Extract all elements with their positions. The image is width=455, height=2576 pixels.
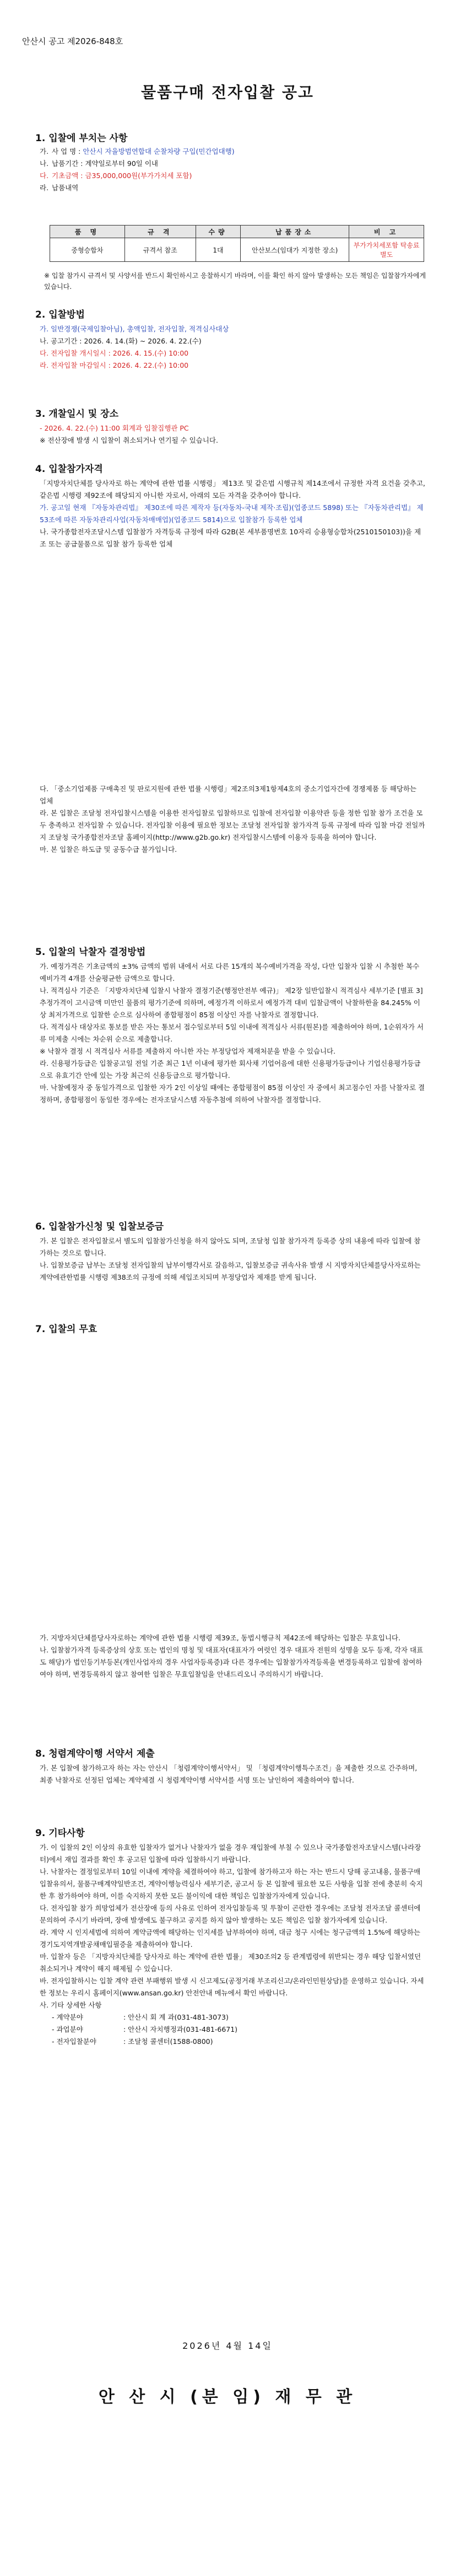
table-cell: 1대: [196, 238, 240, 262]
section-6-heading: 6. 입찰참가신청 및 입찰보증금: [35, 1221, 164, 1232]
col-header: 납품장소: [241, 226, 349, 238]
section-2-heading: 2. 입찰방법: [35, 309, 85, 320]
opening-note: ※ 전산장애 발생 시 입찰이 취소되거나 연기될 수 있습니다.: [40, 436, 218, 444]
s9-item-e: 마. 입찰자 등은 「지방자치단체를 당사자로 하는 계약에 관한 법률」 제30조의2 등 관계법령에 위반되는 경우 해당 입찰서였던 취소되거나 계약이 해지 해제될 수 있습니다.: [40, 1952, 421, 1973]
s9-item-a: 가. 이 입찰의 2인 이상의 유효한 입찰자가 없거나 낙찰자가 없을 경우 재입찰에 부칠 수 있으나 국가종합전자조달시스템(나라장터)에서 재입 결과를 확인 후 공고된 입찰에 따라 입찰하시기 바랍니다.: [40, 1843, 421, 1864]
s1-item-d: 라. 납품내역: [40, 184, 79, 192]
s4-item-b: 나. 국가종합전자조달시스템 입찰참가 자격등록 규정에 따라 G2B(본 세부품명번호 10자리 승용형승합차(2510150103))을 제조 또는 공급물품으로 입찰 참가 등록한 업체: [40, 528, 421, 548]
section-4-body-cont: [40, 783, 425, 856]
s5-item-d: 라. 신용평가등급은 입찰공고일 전일 기준 최근 1년 이내에 평가한 회사채 기업어음에 대한 신용평가등급이나 기업신용평가등급으로 유효기간 안에 있는 가장 최근의 신용등급으로 평가합니다.: [40, 1059, 421, 1080]
section-7-body: [40, 1632, 425, 1681]
s9-item-b: 나. 낙찰자는 결정일로부터 10일 이내에 계약을 체결하여야 하고, 입찰에 참가하고자 하는 자는 반드시 당해 공고내용, 물품구매입찰유의서, 물품구매계약일반조건, 계약이행능력심사 세부기준, 공고서 등 본 입찰에 필요한 모든 사항을 입찰 전에 충분히 숙지한 후 참가하여야 하며, 이를 숙지하지 못한 모든 불이익에 대한 책임은 입찰참가자에게 있습니다.: [40, 1867, 423, 1900]
s2-item-b: 나. 공고기간 : 2026. 4. 14.(화) ~ 2026. 4. 22.(수): [40, 337, 202, 345]
s4-item-a: 가. 공고일 현재 『자동차관리법』 제30조에 따른 제작자 등(자동차-국내 제작·조립)(업종코드 5898) 또는 『자동차관리법』 제53조에 따른 자동차관리사업(자동차매매업)(업종코드 5814)으로 입찰참가 등록한 업체: [40, 503, 424, 524]
s5-item-e: 마. 낙찰예정자 중 동일가격으로 입찰한 자가 2인 이상일 때에는 종합평점이 85점 이상인 자 중에서 최고점수인 자를 낙찰자로 결정하며, 종합평점이 동일한 경우에는 전자조달시스템 자동추첨에 의하여 낙찰자를 결정합니다.: [40, 1083, 425, 1104]
section-8-heading: 8. 청렴계약이행 서약서 제출: [35, 1748, 155, 1759]
s9-item-c: 다. 전자입찰 참가 희망업체가 전산장애 등의 사유로 인하여 전자입찰등록 및 투찰이 곤란한 경우에는 조달청 전자조달 콜센터에 문의하여 주시기 바라며, 장애 발생에도 불구하고 공지를 하지 않아 발생하는 모든 책임은 입찰 참가자에게 있습니다.: [40, 1904, 421, 1924]
section-5-body: [40, 960, 425, 1106]
table-cell: 중형승합차: [50, 238, 125, 262]
section-7-heading: 7. 입찰의 무효: [35, 1324, 98, 1335]
project-name: 안산시 자율방범연합대 순찰차량 구입(민간업대행): [83, 147, 235, 155]
section-9-heading: 9. 기타사항: [35, 1828, 85, 1839]
notice-date: 2026년 4월 14일: [182, 2341, 273, 2351]
section-9-body: [40, 1842, 425, 2048]
contact-row: - 전자입찰분야 : 조달청 콜센터(1588-0800): [52, 2037, 213, 2046]
section-1-body: [40, 146, 425, 194]
s1-item-c: 다. 기초금액 : 금35,000,000원(부가가치세 포함): [40, 171, 192, 180]
s8-item-a: 가. 본 입찰에 참가하고자 하는 자는 안산시 「청렴계약이행서약서」 및 「청렴계약이행특수조건」을 제출한 것으로 간주하며, 최종 낙찰자로 선정된 업체는 계약체결 시 청렴계약이행 서약서를 서명 또는 날인하여 제출하여야 합니다.: [40, 1764, 418, 1784]
delivery-table: [50, 225, 424, 262]
contact-row: - 계약분야 : 안산시 회 계 과(031-481-3073): [52, 2013, 229, 2021]
s6-item-a: 가. 본 입찰은 전자입찰로서 별도의 입찰참가신청을 하지 않아도 되며, 조달청 입찰 참가자격 등록증 상의 내용에 따라 입찰에 참가하는 것으로 합니다.: [40, 1237, 421, 1257]
s4-item-e: 마. 본 입찰은 하도급 및 공동수급 불가입니다.: [40, 845, 177, 854]
section-1-note: ※ 입찰 참가시 규격서 및 사양서를 반드시 확인하시고 응찰하시기 바라며, 이를 확인 하지 않아 발생하는 모든 책임은 입찰참가자에게 있습니다.: [44, 272, 426, 291]
s7-item-a: 가. 지방자치단체를당사자로하는 계약에 관한 법률 시행령 제39조, 동법시행규칙 제42조에 해당하는 입찰은 무효입니다.: [40, 1634, 400, 1642]
table-header-row: [50, 226, 424, 238]
s6-item-b: 나. 입찰보증금 납부는 조달청 전자입찰의 납부이행각서로 갈음하고, 입찰보증금 귀속사유 발생 시 지방자치단체를당사자로하는계약에관한법률 시행령 제38조의 규정에 의해 세입조치되며 부정당업자 제재를 받게 됩니다.: [40, 1261, 421, 1281]
table-cell: 규격서 참조: [124, 238, 196, 262]
page-title: 물품구매 전자입찰 공고: [141, 83, 314, 101]
section-6-body: [40, 1235, 425, 1284]
s4-intro: 「지방자치단체를 당사자로 하는 계약에 관한 법률 시행령」 제13조 및 같은법 시행규칙 제14조에서 규정한 자격 요건을 갖추고, 같은법 시행령 제92조에 해당되지 아니한 자로서, 아래의 모든 자격을 갖추어야 합니다.: [40, 479, 425, 500]
s9-item-g: 사. 기타 상세한 사항: [40, 2001, 102, 2009]
s9-item-d: 라. 계약 시 인지세법에 의하여 계약금액에 해당하는 인지세를 납부하여야 하며, 대금 청구 시에는 청구금액의 1.5%에 해당하는 경기도지역개발공채매입필증을 제출하여야 합니다.: [40, 1928, 420, 1949]
col-header: 품 명: [50, 226, 125, 238]
s5-item-c-note: ※ 낙찰자 결정 시 적격심사 서류를 제출하지 아니한 자는 부정당업자 제재처분을 받을 수 있습니다.: [40, 1047, 336, 1055]
contact-row: - 과업분야 : 안산시 자치행정과(031-481-6671): [52, 2025, 238, 2033]
s7-item-b: 나. 입찰참가자격 등록증상의 상호 또는 법인의 명칭 및 대표자(대표자가 여럿인 경우 대표자 전원의 성명을 모두 등재, 각자 대표도 해당)가 법인등기부등본(개인사업자의 경우 사업자등록증)과 다른 경우에는 입찰참가자격등록을 변경등록하고 입찰에 참여하여야 하며, 변경등록하지 않고 참여한 입찰은 무효입찰임을 안내드리오니 주의하시기 바랍니다.: [40, 1646, 424, 1678]
issuer-name: 안 산 시 (분 임) 재 무 관: [98, 2387, 357, 2407]
s4-item-d: 라. 본 입찰은 조달청 전자입찰시스템을 이용한 전자입찰로 입찰하므로 입찰에 전자입찰 이용약관 등을 정한 입찰 참가 조건을 모두 충족하고 전자입찰 수 있습니다. 전자입찰 이용에 필요한 정보는 조달청 전자입찰 참가자격 등록 규정에 따라 입찰 마감 전일까지 조달청 국가종합전자조달 홈페이지(http://www.g2b.go.kr) 전자입찰시스템에 이용자 등록을 하여야 합니다.: [40, 809, 425, 841]
notice-number: 안산시 공고 제2026-848호: [22, 36, 123, 46]
s1-item-a: 가. 사 업 명 : 안산시 자율방범연합대 순찰차량 구입(민간업대행): [40, 147, 235, 155]
section-5-heading: 5. 입찰의 낙찰자 결정방법: [35, 947, 146, 958]
s2-item-d: 라. 전자입찰 마감일시 : 2026. 4. 22.(수) 10:00: [40, 361, 189, 369]
s5-item-c: 다. 적격심사 대상자로 통보를 받은 자는 통보서 접수일로부터 5일 이내에 적격심사 서류(원본)를 제출하여야 하며, 1순위자가 서류 미제출 시에는 차순위 순으로 제출합니다.: [40, 1023, 424, 1043]
s2-item-c: 다. 전자입찰 개시일시 : 2026. 4. 15.(수) 10:00: [40, 349, 189, 357]
s5-item-a: 가. 예정가격은 기초금액의 ±3% 금액의 범위 내에서 서로 다른 15개의 복수예비가격을 작성, 다만 입찰자 입찰 시 추첨한 복수예비가격 4개를 산술평균한 금액으로 합니다.: [40, 962, 420, 983]
col-header: 규 격: [124, 226, 196, 238]
s4-item-c: 다. 「중소기업제품 구매촉진 및 판로지원에 관한 법률 시행령」제2조의3제1항제4호의 중소기업자간에 경쟁제품 등 해당하는 업체: [40, 785, 417, 805]
col-header: 비 고: [349, 226, 424, 238]
s1-item-b: 나. 납품기간 : 계약일로부터 90일 이내: [40, 159, 158, 168]
section-8-body: [40, 1762, 425, 1786]
opening-time: - 2026. 4. 22.(수) 11:00 회계과 입찰집행관 PC: [40, 424, 189, 432]
section-1-heading: 1. 입찰에 부치는 사항: [35, 133, 128, 144]
section-4-body: [40, 477, 425, 550]
section-3-heading: 3. 개찰일시 및 장소: [35, 409, 118, 420]
s9-item-f: 바. 전자입찰하시는 입찰 계약 관련 부패행위 발생 시 신고제도(공정거래 부조리신고/온라인민원상담)를 운영하고 있습니다. 자세한 정보는 우리시 홈페이지(www.ansan.go.kr) 안전안내 메뉴에서 확인 바랍니다.: [40, 1977, 424, 1997]
s5-item-b: 나. 적격심사 기준은 「지방자치단체 입찰시 낙찰자 결정기준(행정안전부 예규)」 제2장 일반입찰시 적격심사 세부기준 [별표 3] 추정가격이 고시금액 미만인 물품의 평가기준에 의하며, 예정가격 이하로서 예정가격 대비 입찰금액이 낙찰하한율 84.245% 이상 최저가격으로 입찰한 순으로 심사하여 종합평점이 85점 이상인 자를 낙찰자로 결정합니다.: [40, 986, 423, 1019]
section-4-heading: 4. 입찰참가자격: [35, 464, 103, 475]
section-2-body: [40, 323, 425, 372]
table-row: [50, 238, 424, 262]
s2-item-a: 가. 일반경쟁(국제입찰아님), 총액입찰, 전자입찰, 적격심사대상: [40, 325, 229, 333]
section-3-body: [40, 422, 425, 447]
col-header: 수량: [196, 226, 240, 238]
table-cell: 안산보스(임대가 지정한 장소): [241, 238, 349, 262]
table-cell: 부가가치세포함 탁송료 별도: [349, 238, 424, 262]
